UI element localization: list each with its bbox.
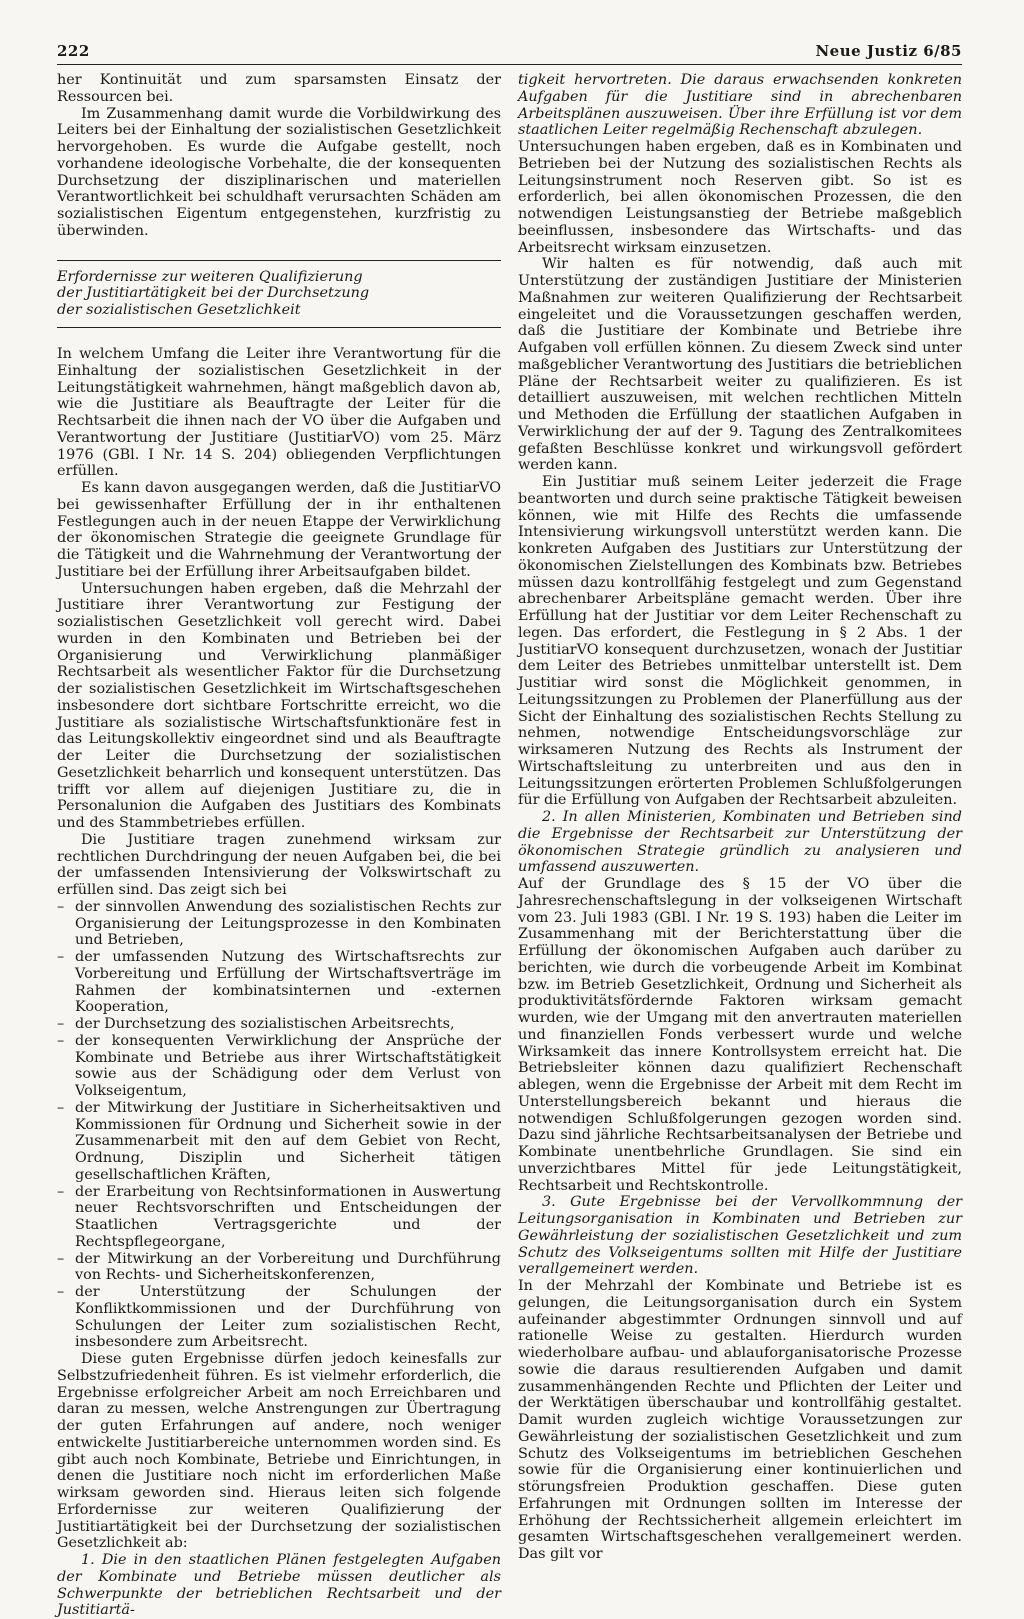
header-rule bbox=[57, 64, 962, 65]
paragraph: Untersuchungen haben ergeben, daß es in Kombinaten und Betrieben bei der Nutzung des sozialistischen Rechts als Leitungsinstrument noch Reserven gibt. So ist es erforderlich, bei allen ökonomischen Prozessen, die den notwendigen Leistungsanstieg der Betriebe maßgeblich beeinflussen, insbesondere das Wirtschafts- und das Arbeitsrecht wirksam einzusetzen. bbox=[518, 139, 962, 256]
right-column bbox=[518, 72, 962, 1563]
dash-list bbox=[57, 899, 501, 1351]
list-item: – der sinnvollen Anwendung des sozialistischen Rechts zur Organisierung der Leitungsprozesse in den Kombinaten und Betrieben, bbox=[57, 899, 501, 949]
numbered-point-2: 2. In allen Ministerien, Kombinaten und Betrieben sind die Ergebnisse der Rechtsarbeit zur Unterstützung der ökonomischen Strategie gründlich zu analysieren und umfassend auszuwerten. bbox=[518, 809, 962, 876]
paragraph: Wir halten es für notwendig, daß auch mit Unterstützung der zuständigen Justitiare der Ministerien Maßnahmen zur weiteren Qualifizierung der Rechtsarbeit eingeleitet und die Voraussetzungen geschaffen werden, daß die Justitiare der Kombinate und Betriebe ihre Aufgaben voll erfüllen können. Zu diesem Zweck sind unter maßgeblicher Verantwortung des Justitiars die betrieblichen Pläne der Rechtsarbeit weiter zu qualifizieren. Es ist detailliert auszuweisen, mit welchen rechtlichen Mitteln und Methoden die Erfüllung der staatlichen Aufgaben in Verwirklichung der auf der 9. Tagung des Zentralkomitees gefaßten Beschlüsse konkret und wirkungsvoll gefördert werden kann. bbox=[518, 256, 962, 474]
list-item: – der konsequenten Verwirklichung der Ansprüche der Kombinate und Betriebe aus ihrer Wirtschaftstätigkeit sowie aus der Schädigung oder dem Verlust von Volkseigentum, bbox=[57, 1033, 501, 1100]
section-heading-line: der sozialistischen Gesetzlichkeit bbox=[57, 301, 301, 318]
section-heading-line: der Justitiartätigkeit bei der Durchsetzung bbox=[57, 285, 370, 301]
paragraph: Diese guten Ergebnisse dürfen jedoch keinesfalls zur Selbstzufriedenheit führen. Es ist vielmehr erforderlich, die Ergebnisse erfolgreicher Arbeit am noch Erreichbaren und daran zu messen, welche Anstrengungen zur Übertragung der guten Erfahrungen auf andere, noch weniger entwickelte Justitiarbereiche unternommen worden sind. Es gibt auch noch Kombinate, Betriebe und Einrichtungen, in denen die Justitiare noch nicht im erforderlichen Maße wirksam geworden sind. Hieraus leiten sich folgende Erfordernisse zur weiteren Qualifizierung der Justitiartätigkeit bei der Durchsetzung der sozialistischen Gesetzlichkeit ab: bbox=[57, 1351, 501, 1552]
paragraph: Die Justitiare tragen zunehmend wirksam zur rechtlichen Durchdringung der neuen Aufgaben bei, die bei der umfassenden Intensivierung der Volkswirtschaft zu erfüllen sind. Das zeigt sich bei bbox=[57, 831, 501, 898]
numbered-point-1-continued: tigkeit hervortreten. Die daraus erwachsenden konkreten Aufgaben für die Justitiare sind in abrechenbaren Arbeitsplänen auszuweisen. Über ihre Erfüllung ist vor dem staatlichen Leiter regelmäßig Rechenschaft abzulegen. bbox=[518, 72, 962, 139]
paragraph: Auf der Grundlage des § 15 der VO über die Jahresrechenschaftslegung in der volkseigenen Wirtschaft vom 23. Juli 1983 (GBl. I Nr. 19 S. 193) haben die Leiter im Zusammenhang mit der Berichterstattung über die Erfüllung der ökonomischen Aufgaben auch darüber zu berichten, wie durch die vorbeugende Arbeit im Kombinat bzw. im Betrieb Gesetzlichkeit, Ordnung und Sicherheit als produktivitätsfördernde Faktoren wirksam gemacht wurden, wie der Umgang mit den anvertrauten materiellen und finanziellen Fonds verbessert wurde und welche Wirksamkeit das innere Kontrollsystem erreicht hat. Die Betriebsleiter können dazu qualifiziert Rechenschaft ablegen, wenn die Ergebnisse der Arbeit mit dem Recht im Unterstellungsbereich bekannt und hieraus die notwendigen Schlußfolgerungen gezogen worden sind. Dazu sind jährliche Rechtsarbeitsanalysen der Betriebe und Kombinate unentbehrliche Grundlagen. Sie sind ein unverzichtbares Mittel für jede Leitungstätigkeit, Rechtsarbeit und Rechtskontrolle. bbox=[518, 876, 962, 1194]
list-item: – der Erarbeitung von Rechtsinformationen in Auswertung neuer Rechtsvorschriften und Entscheidungen der Staatlichen Vertragsgerichte und der Rechtspflegeorgane, bbox=[57, 1184, 501, 1251]
list-item: – der Unterstützung der Schulungen der Konfliktkommissionen und der Durchführung von Schulungen der Leiter zum sozialistischen Recht, insbesondere zum Arbeitsrecht. bbox=[57, 1284, 501, 1351]
list-item: – der Mitwirkung der Justitiare in Sicherheitsaktiven und Kommissionen für Ordnung und Sicherheit sowie in der Zusammenarbeit mit den auf dem Gebiet von Recht, Ordnung, Disziplin und Sicherheit tätigen gesellschaftlichen Kräften, bbox=[57, 1100, 501, 1184]
journal-issue: Neue Justiz 6/85 bbox=[815, 42, 962, 60]
list-item: – der umfassenden Nutzung des Wirtschaftsrechts zur Vorbereitung und Erfüllung der Wirtschaftsverträge im Rahmen der kombinatsinternen und -externen Kooperation, bbox=[57, 949, 501, 1016]
paragraph: Es kann davon ausgegangen werden, daß die JustitiarVO bei gewissenhafter Erfüllung der in ihr enthaltenen Festlegungen auch in der neuen Etappe der Verwirklichung der ökonomischen Strategie die geeignete Grundlage für die Tätigkeit und die Wahrnehmung der Verantwortung der Justitiare bei der Erfüllung ihrer Arbeitsaufgaben bildet. bbox=[57, 480, 501, 580]
numbered-point-1: 1. Die in den staatlichen Plänen festgelegten Aufgaben der Kombinate und Betriebe müssen deutlicher als Schwerpunkte der betrieblichen Rechtsarbeit und der Justitiartä- bbox=[57, 1552, 501, 1619]
paragraph: Im Zusammenhang damit wurde die Vorbildwirkung des Leiters bei der Einhaltung der sozialistischen Gesetzlichkeit hervorgehoben. Es wurde die Aufgabe gestellt, noch vorhandene ideologische Vorbehalte, die der konsequenten Durchsetzung der disziplinarischen und materiellen Verantwortlichkeit bei schuldhaft verursachten Schäden am sozialistischen Eigentum entgegenstehen, kurzfristig zu überwinden. bbox=[57, 105, 501, 239]
paragraph: In der Mehrzahl der Kombinate und Betriebe ist es gelungen, die Leitungsorganisation durch ein System aufeinander abgestimmter Ordnungen sinnvoll und auf rationelle Weise zu gestalten. Hierdurch wurden wiederholbare aufbau- und ablauforganisatorische Prozesse sowie die daraus resultierenden Aufgaben und damit zusammenhängenden Rechte und Pflichten der Leiter und der Werktätigen überschaubar und kontrollfähig gestaltet. Damit wurden zugleich wichtige Voraussetzungen zur Gewährleistung der sozialistischen Gesetzlichkeit und zum Schutz des Volkseigentums im betrieblichen Geschehen sowie für die Organisierung einer kontinuierlichen und störungsfreien Produktion geschaffen. Diese guten Erfahrungen mit Ordnungen sollten im Interesse der Erhöhung der Rechtssicherheit allgemein erleichtert im gesamten Wirtschaftsgeschehen verallgemeinert werden. Das gilt vor bbox=[518, 1278, 962, 1562]
numbered-point-3: 3. Gute Ergebnisse bei der Vervollkommnung der Leitungsorganisation in Kombinaten und Betrieben zur Gewährleistung der sozialistischen Gesetzlichkeit und zum Schutz des Volkseigentums sollten mit Hilfe der Justitiare verallgemeinert werden. bbox=[518, 1194, 962, 1278]
list-item: – der Durchsetzung des sozialistischen Arbeitsrechts, bbox=[57, 1016, 501, 1033]
page-number: 222 bbox=[57, 42, 90, 60]
paragraph: Ein Justitiar muß seinem Leiter jederzeit die Frage beantworten und durch seine praktische Tätigkeit beweisen können, wie mit Hilfe des Rechts die umfassende Intensivierung wirkungsvoll unterstützt werden kann. Die konkreten Aufgaben des Justitiars zur Unterstützung der ökonomischen Zielstellungen des Kombinats bzw. Betriebes müssen dazu kontrollfähig festgelegt und zum Gegenstand abrechenbarer Arbeitspläne gemacht werden. Über ihre Erfüllung hat der Justitiar vor dem Leiter Rechenschaft zu legen. Das erfordert, die Festlegung in § 2 Abs. 1 der JustitiarVO konsequent durchzusetzen, wonach der Justitiar dem Leiter des Betriebes unmittelbar unterstellt ist. Dem Justitiar wird sonst die Möglichkeit genommen, in Leitungssitzungen zu Problemen der Planerfüllung aus der Sicht der Einhaltung des sozialistischen Rechts Stellung zu nehmen, notwendige Entscheidungsvorschläge zur wirksameren Nutzung des Rechts als Instrument der Wirtschaftsleitung zu unterbreiten und aus den in Leitungssitzungen erörterten Problemen Schlußfolgerungen für die Erfüllung von Aufgaben der Rechtsarbeit abzuleiten. bbox=[518, 474, 962, 809]
section-heading-box bbox=[57, 260, 501, 329]
paragraph: In welchem Umfang die Leiter ihre Verantwortung für die Einhaltung der sozialistischen Gesetzlichkeit in der Leitungstätigkeit wahrnehmen, hängt maßgeblich davon ab, wie die Justitiare als Beauftragte der Leiter für die Rechtsarbeit die ihnen nach der VO über die Aufgaben und Verantwortung der Justitiare (JustitiarVO) vom 25. März 1976 (GBl. I Nr. 14 S. 204) obliegenden Verpflichtungen erfüllen. bbox=[57, 346, 501, 480]
paragraph: her Kontinuität und zum sparsamsten Einsatz der Ressourcen bei. bbox=[57, 72, 501, 105]
section-heading-line: Erfordernisse zur weiteren Qualifizierung bbox=[57, 268, 363, 285]
list-item: – der Mitwirkung an der Vorbereitung und Durchführung von Rechts- und Sicherheitskonferenzen, bbox=[57, 1251, 501, 1285]
paragraph: Untersuchungen haben ergeben, daß die Mehrzahl der Justitiare ihrer Verantwortung zur Festigung der sozialistischen Gesetzlichkeit voll gerecht wird. Dabei wurden in den Kombinaten und Betrieben bei der Organisierung und Verwirklichung planmäßiger Rechtsarbeit als wesentlicher Faktor für die Durchsetzung der sozialistischen Gesetzlichkeit im Wirtschaftsgeschehen insbesondere dort sichtbare Fortschritte erreicht, wo die Justitiare als sozialistische Wirtschaftsfunktionäre fest in das Leitungskollektiv eingeordnet sind und als Beauftragte der Leiter die Durchsetzung der sozialistischen Gesetzlichkeit beharrlich und konsequent unterstützen. Das trifft vor allem auf diejenigen Justitiare zu, die in Personalunion die Aufgaben des Justitiars des Kombinats und des Stammbetriebes erfüllen. bbox=[57, 580, 501, 831]
left-column bbox=[57, 72, 501, 1619]
